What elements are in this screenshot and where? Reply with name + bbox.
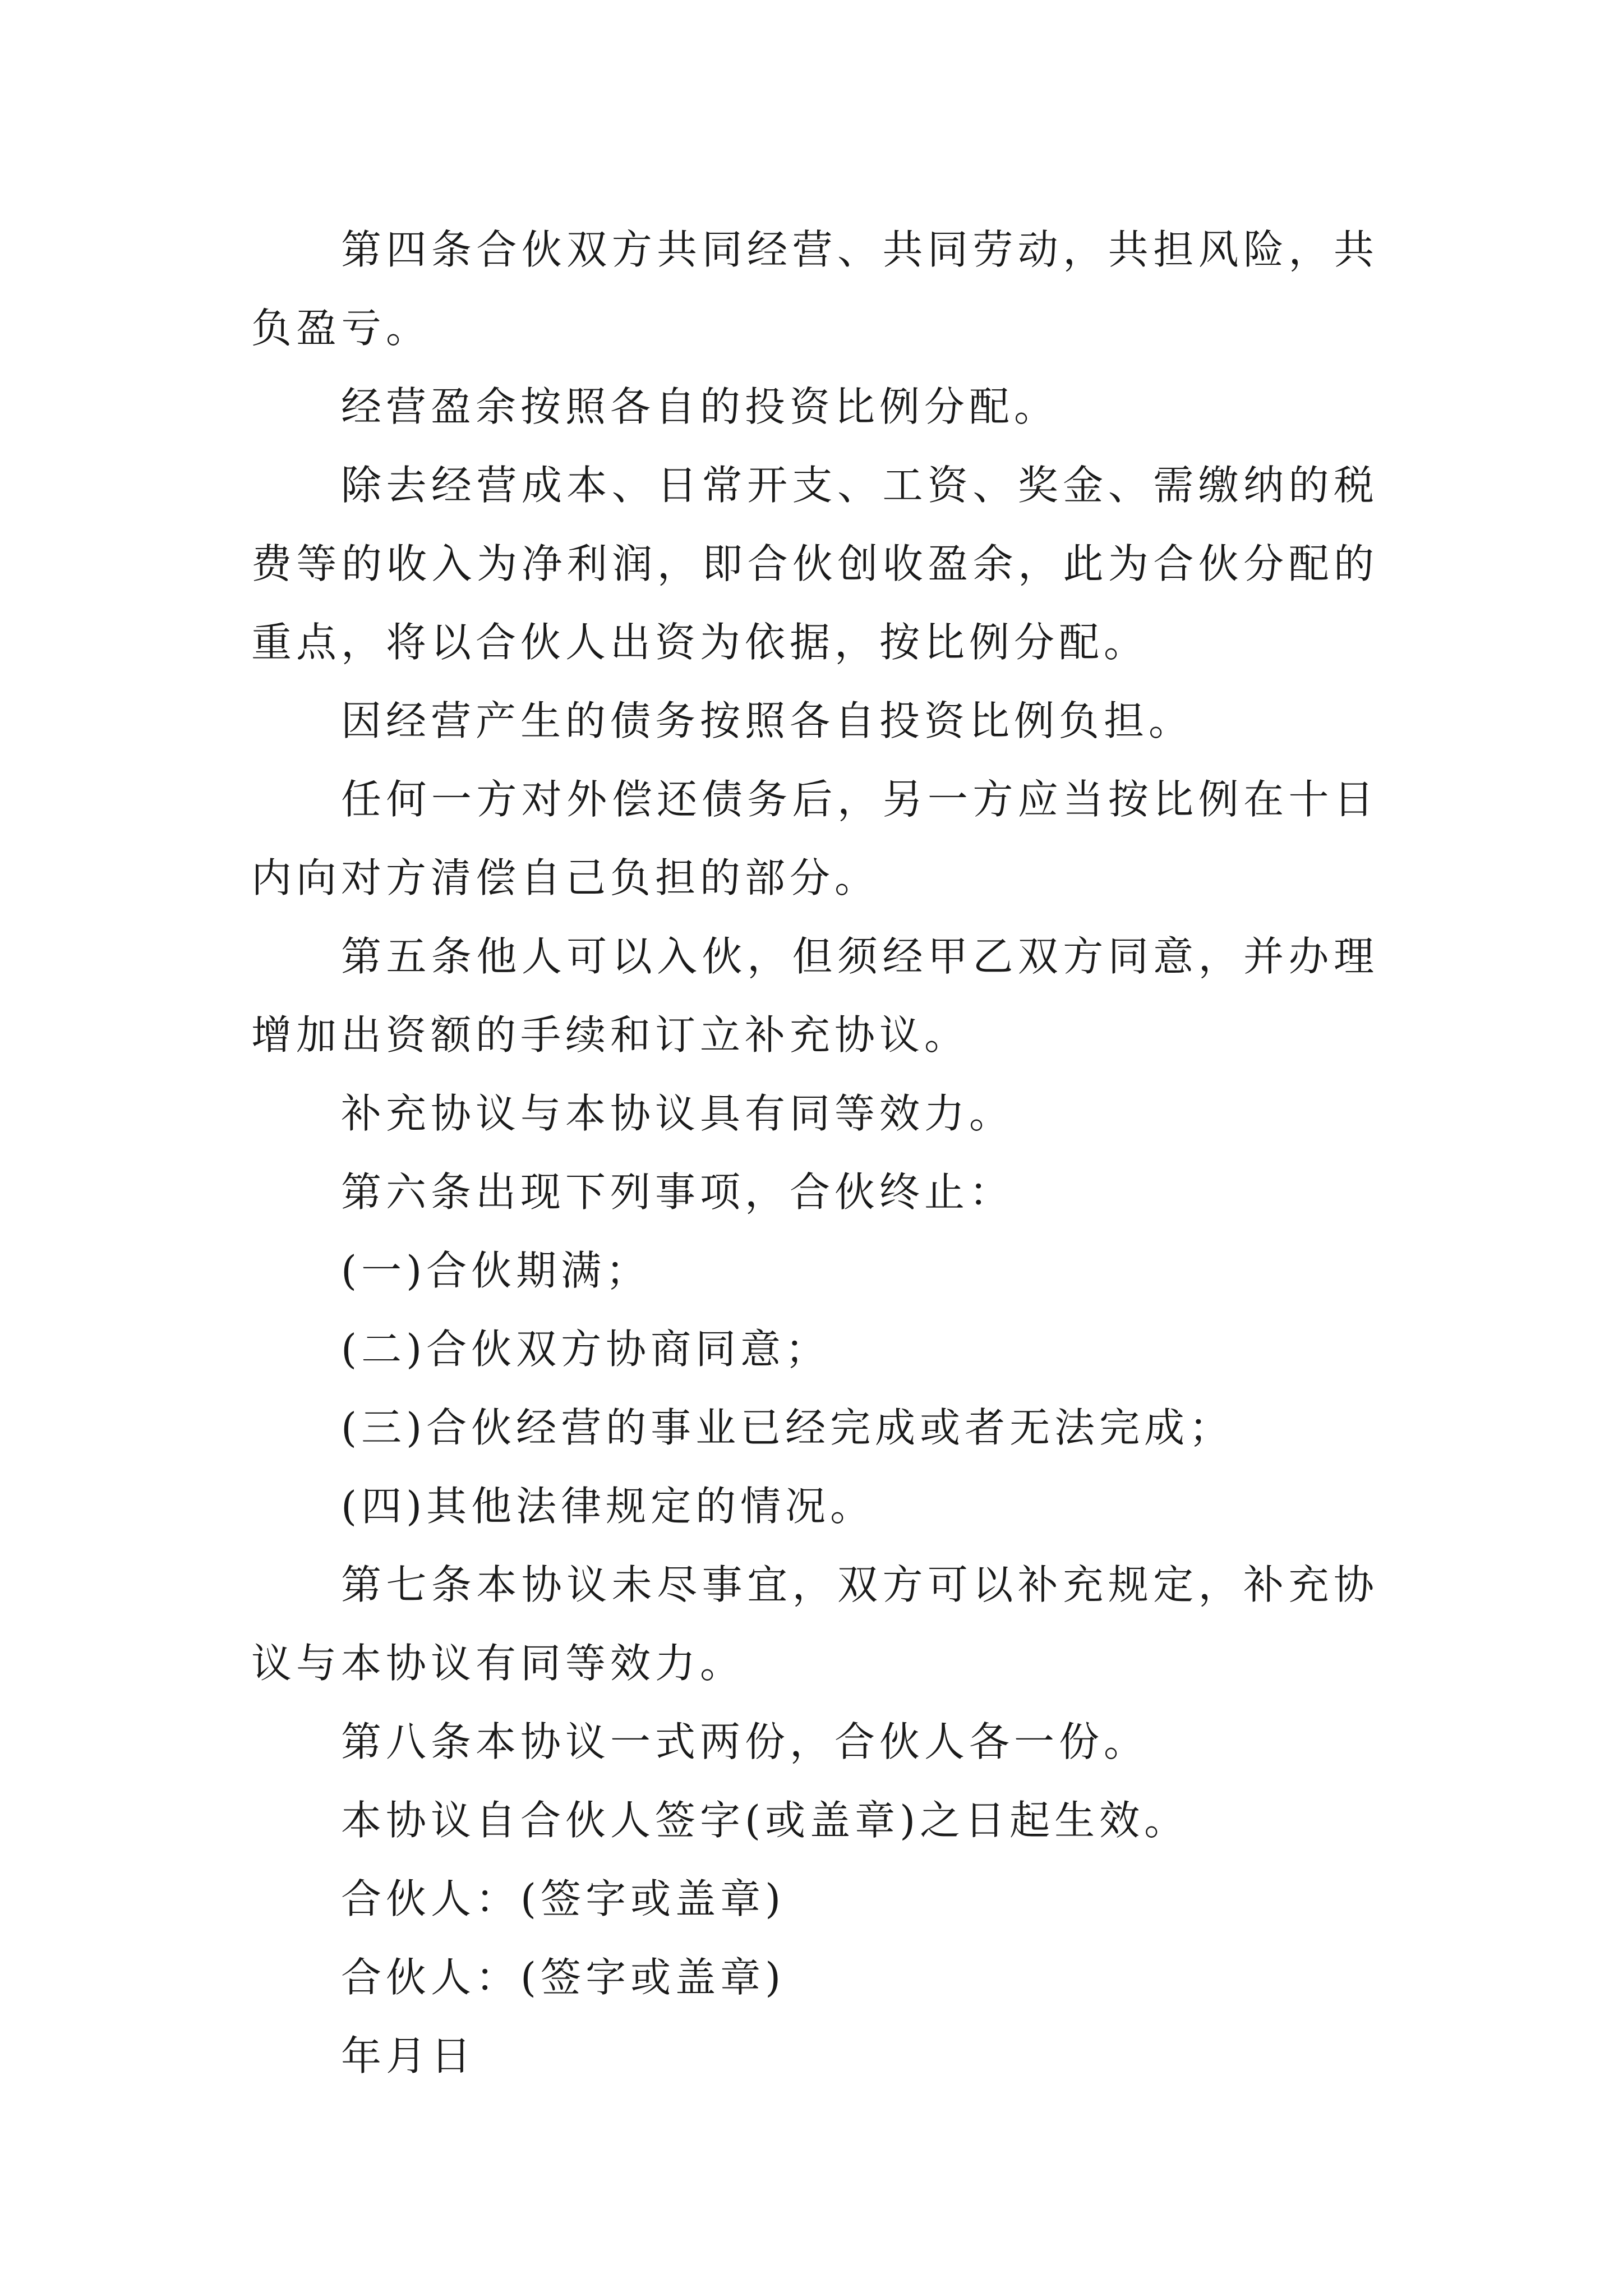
paragraph-article-5: 第五条他人可以入伙，但须经甲乙双方同意，并办理增加出资额的手续和订立补充协议。 [251, 933, 1378, 1059]
paragraph-profit-distribution: 经营盈余按照各自的投资比例分配。 [341, 383, 1059, 430]
list-item-business-completed: (三)合伙经营的事业已经完成或者无法完成； [341, 1404, 1234, 1451]
list-item-term-expired: (一)合伙期满； [341, 1247, 651, 1294]
date-line: 年月日 [341, 2032, 476, 2079]
paragraph-net-profit: 除去经营成本、日常开支、工资、奖金、需缴纳的税费等的收入为净利润，即合伙创收盈余，此为合伙分配的重点，将以合伙人出资为依据，按比例分配。 [251, 462, 1378, 666]
signature-line-partner-2: 合伙人：(签字或盖章) [341, 1954, 786, 2001]
paragraph-debt-repayment: 任何一方对外偿还债务后，另一方应当按比例在十日内向对方清偿自己负担的部分。 [251, 776, 1378, 901]
signature-line-partner-1: 合伙人：(签字或盖章) [341, 1875, 786, 1922]
document-body [251, 210, 1378, 2095]
paragraph-supplement-effect: 补充协议与本协议具有同等效力。 [341, 1090, 1015, 1137]
list-item-legal-circumstances: (四)其他法律规定的情况。 [341, 1483, 875, 1530]
paragraph-article-4: 第四条合伙双方共同经营、共同劳动，共担风险，共负盈亏。 [251, 226, 1378, 352]
paragraph-debt-burden: 因经营产生的债务按照各自投资比例负担。 [341, 697, 1194, 744]
paragraph-effective-date: 本协议自合伙人签字(或盖章)之日起生效。 [341, 1797, 1189, 1844]
paragraph-article-7: 第七条本协议未尽事宜，双方可以补充规定，补充协议与本协议有同等效力。 [251, 1561, 1378, 1687]
paragraph-article-8: 第八条本协议一式两份，合伙人各一份。 [341, 1718, 1149, 1765]
list-item-mutual-consent: (二)合伙双方协商同意； [341, 1326, 831, 1373]
paragraph-article-6: 第六条出现下列事项，合伙终止： [341, 1168, 1015, 1216]
